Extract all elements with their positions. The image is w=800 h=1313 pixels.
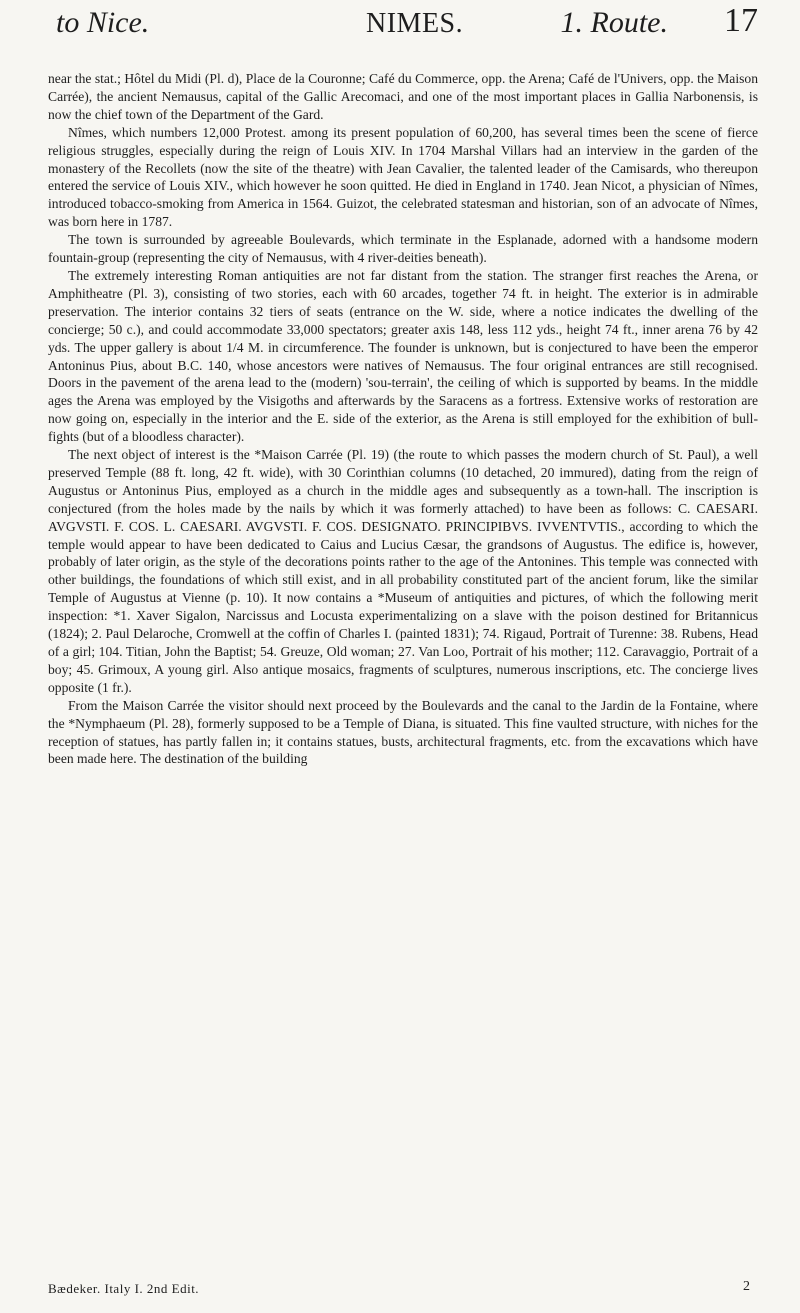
paragraph-boulevards: The town is surrounded by agreeable Boulevards, which terminate in the Esplanade, adorned with a handsome modern fountain-group (representing the city of Nemausus, with 4 river-deities beneath).	[48, 232, 758, 266]
page-number: 17	[724, 2, 758, 39]
page-footer	[48, 1281, 758, 1297]
sheet-mark: 2	[743, 1279, 750, 1294]
paragraph-arena: The extremely interesting Roman antiquities are not far distant from the station. The stranger first reaches the Arena, or Amphitheatre (Pl. 3), consisting of two stories, each with 60 arcades, together 74 ft. in height. The exterior is in admirable preservation. The interior contains 32 tiers of seats (entrance on the W. side, where a notice indicates the dwelling of the concierge; 50 c.), and could accommodate 33,000 spectators; greater axis 148, less 112 yds., height 74 ft., inner arena 76 by 42 yds. The upper gallery is about 1/4 M. in circumference. The founder is unknown, but is conjectured to have been the emperor Antoninus Pius, about B.C. 140, whose ancestors were natives of Nemausus. The four original entrances are still recognised. Doors in the pavement of the arena lead to the (modern) 'sou-terrain', the ceiling of which is supported by beams. In the middle ages the Arena was employed by the Visigoths and afterwards by the Saracens as a fortress. Extensive works of restoration are now going on, especially in the interior and the E. side of the exterior, as the Arena is still employed for the exhibition of bull-fights (but of a bloodless character).	[48, 267, 758, 445]
printer-signature: Bædeker. Italy I. 2nd Edit.	[48, 1281, 200, 1296]
body-text	[48, 70, 758, 768]
header-route: 1. Route.	[560, 6, 668, 39]
paragraph-jardin: From the Maison Carrée the visitor should next proceed by the Boulevards and the canal to the Jardin de la Fontaine, where the *Nymphaeum (Pl. 28), formerly supposed to be a Temple of Diana, is situated. This fine vaulted structure, with niches for the reception of statues, has partly fallen in; it contains statues, busts, architectural fragments, etc. from the excavations which have been made here. The destination of the building	[48, 697, 758, 767]
paragraph-intro: near the stat.; Hôtel du Midi (Pl. d), Place de la Couronne; Café du Commerce, opp. the Arena; Café de l'Univers, opp. the Maison Carrée), the ancient Nemausus, capital of the Gallic Arecomaci, and one of the most important places in Gallia Narbonensis, is now the chief town of the Department of the Gard.	[48, 71, 758, 122]
running-header	[48, 0, 758, 70]
paragraph-maison-carree: The next object of interest is the *Maison Carrée (Pl. 19) (the route to which passes the modern church of St. Paul), a well preserved Temple (88 ft. long, 42 ft. wide), with 30 Corinthian columns (10 detached, 20 immured), dating from the reign of Augustus or Antoninus Pius, employed as a church in the middle ages and subsequently as a town-hall. The inscription is conjectured (from the holes made by the nails by which it was formerly attached) to have been as follows: C. CAESARI. AVGVSTI. F. COS. L. CAESARI. AVGVSTI. F. COS. DESIGNATO. PRINCIPIBVS. IVVENTVTIS., according to which the temple would appear to have been dedicated to Caius and Lucius Cæsar, the grandsons of Augustus. The edifice is, however, probably of later origin, as the style of the decorations points rather to the age of the Antonines. This temple was connected with other buildings, the foundations of which still exist, and in all probability constituted part of the ancient forum, like the similar Temple of Augustus at Vienne (p. 10). It now contains a *Museum of antiquities and pictures, of which the following merit inspection: *1. Xaver Sigalon, Narcissus and Locusta experimentalizing on a slave with the poison destined for Britannicus (1824); 2. Paul Delaroche, Cromwell at the coffin of Charles I. (painted 1831); 74. Rigaud, Portrait of Turenne: 38. Rubens, Head of a girl; 104. Titian, John the Baptist; 54. Greuze, Old woman; 27. Van Loo, Portrait of his mother; 112. Caravaggio, Portrait of a boy; 45. Grimoux, A young girl. Also antique mosaics, fragments of sculptures, numerous inscriptions, etc. The concierge lives opposite (1 fr.).	[48, 447, 758, 695]
header-left: to Nice.	[56, 6, 150, 39]
header-title: NIMES.	[366, 8, 464, 39]
paragraph-history: Nîmes, which numbers 12,000 Protest. among its present population of 60,200, has several times been the scene of fierce religious struggles, especially during the reign of Louis XIV. In 1704 Marshal Villars had an interview in the garden of the monastery of the Recollets (now the site of the theatre) with Jean Cavalier, the talented leader of the Camisards, who thereupon entered the service of Louis XIV., which however he soon quitted. He died in England in 1740. Jean Nicot, a physician of Nîmes, introduced tobacco-smoking from America in 1564. Guizot, the celebrated statesman and historian, son of an advocate of Nîmes, was born here in 1787.	[48, 124, 758, 230]
